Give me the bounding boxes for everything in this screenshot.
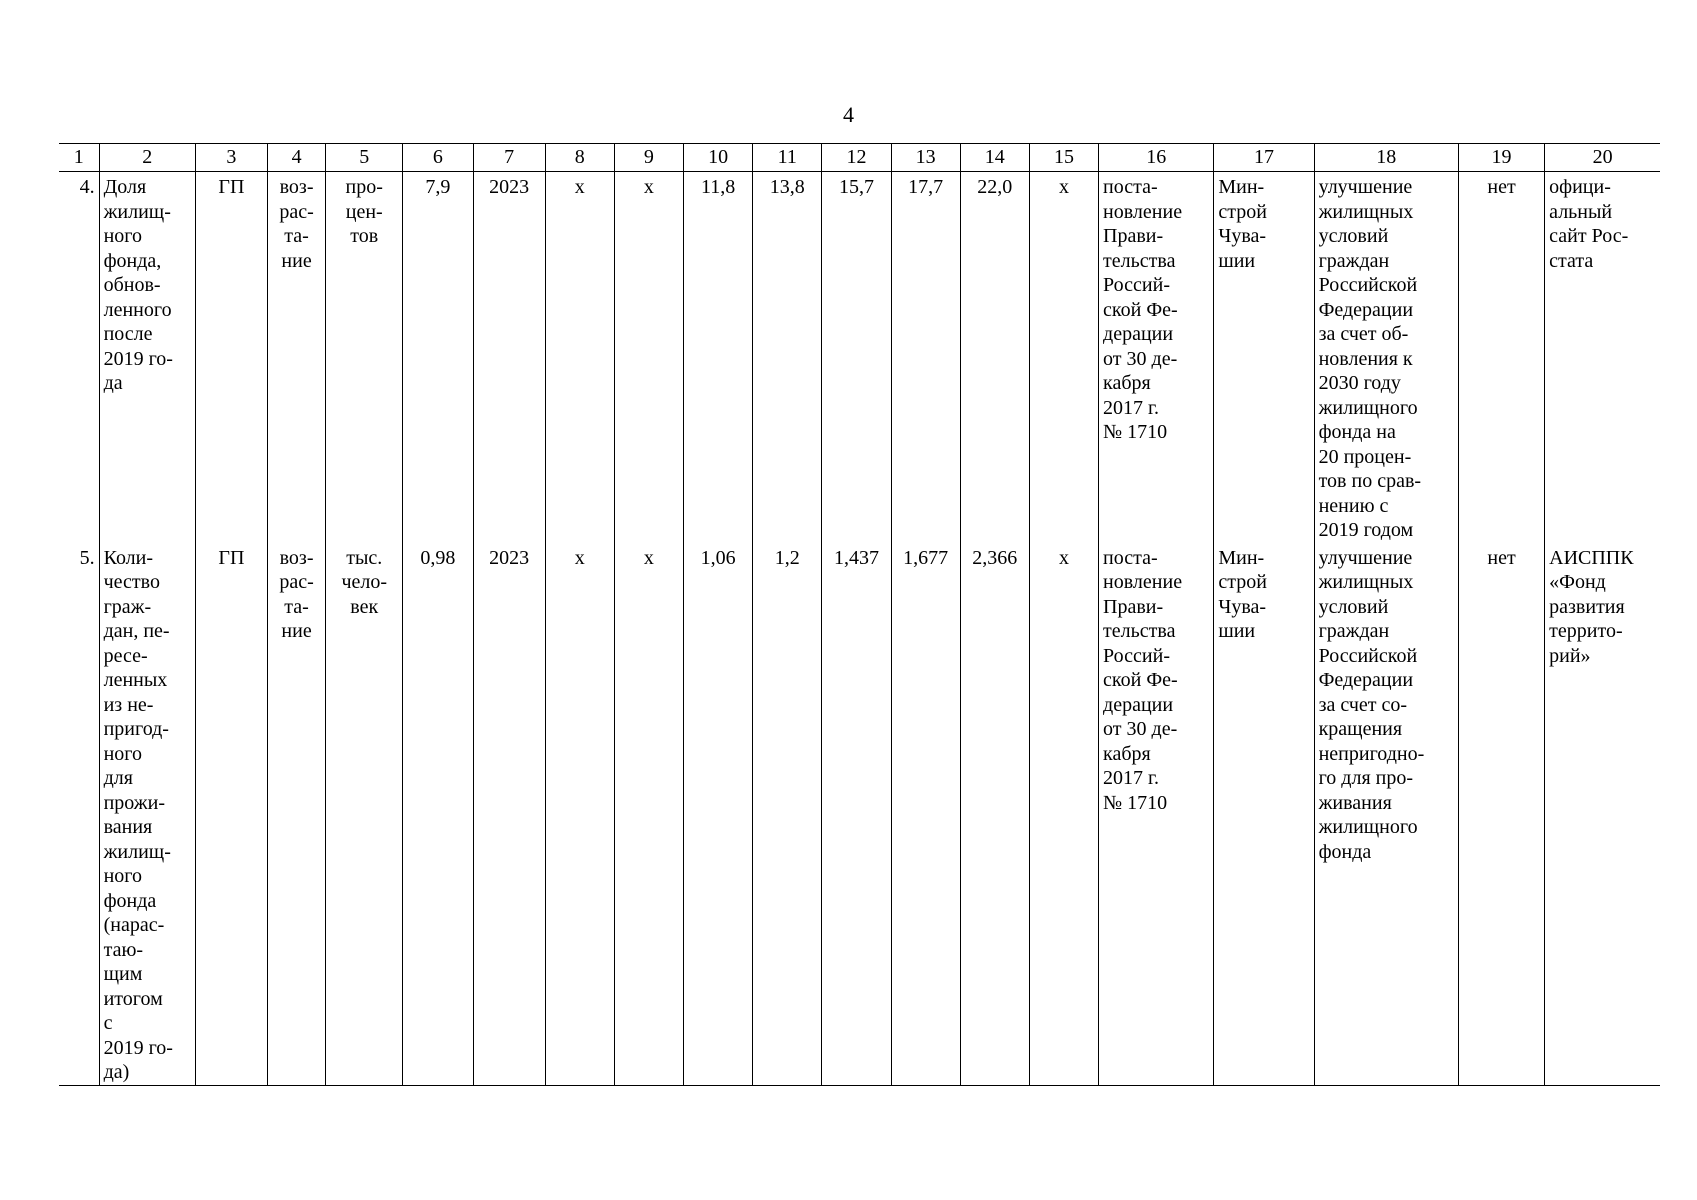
unit-of-measure: тыс. чело- век	[326, 543, 403, 1086]
column-header: 13	[891, 144, 960, 172]
column-header: 8	[545, 144, 614, 172]
responsible-body: Мин- строй Чува- шии	[1214, 172, 1314, 543]
value-cell: x	[1029, 172, 1098, 543]
column-header: 10	[684, 144, 753, 172]
indicator-level: ГП	[195, 543, 267, 1086]
value-cell: 1,677	[891, 543, 960, 1086]
column-header: 20	[1545, 144, 1660, 172]
column-header: 3	[195, 144, 267, 172]
regulatory-document: поста- новление Прави- тельства Россий- ской Фе- дерации от 30 де- кабря 2017 г. № 1710	[1099, 543, 1214, 1086]
value-cell: x	[1029, 543, 1098, 1086]
unit-of-measure: про- цен- тов	[326, 172, 403, 543]
column-header: 6	[403, 144, 473, 172]
value-cell: x	[614, 543, 683, 1086]
column-number-row	[59, 144, 1660, 172]
national-goal: улучшение жилищных условий граждан Российской Федерации за счет со- кращения непригодно- го для про- живания жилищного фонда	[1314, 543, 1458, 1086]
column-header: 4	[268, 144, 326, 172]
responsible-body: Мин- строй Чува- шии	[1214, 543, 1314, 1086]
column-header: 7	[473, 144, 545, 172]
information-source: офици- альный сайт Рос- стата	[1545, 172, 1660, 543]
indicator-level: ГП	[195, 172, 267, 543]
value-cell: нет	[1458, 172, 1544, 543]
column-header: 17	[1214, 144, 1314, 172]
column-header: 5	[326, 144, 403, 172]
indicator-name: Коли- чество граж- дан, пе- ресе- ленных из не- пригод- ного для прожи- вания жилищ- ного фонда (нарас- таю- щим итогом с 2019 го- да)	[99, 543, 195, 1086]
value-cell: x	[614, 172, 683, 543]
base-value: 7,9	[403, 172, 473, 543]
table-row	[59, 172, 1660, 543]
value-cell: 1,06	[684, 543, 753, 1086]
column-header: 14	[960, 144, 1029, 172]
table-row	[59, 543, 1660, 1086]
row-number: 5.	[59, 543, 99, 1086]
value-cell: 2,366	[960, 543, 1029, 1086]
information-source: АИСППК «Фонд развития террито- рий»	[1545, 543, 1660, 1086]
column-header: 18	[1314, 144, 1458, 172]
base-year: 2023	[473, 172, 545, 543]
column-header: 16	[1099, 144, 1214, 172]
value-cell: x	[545, 172, 614, 543]
value-cell: 1,2	[753, 543, 822, 1086]
indicator-name: Доля жилищ- ного фонда, обнов- ленного после 2019 го- да	[99, 172, 195, 543]
value-cell: 15,7	[822, 172, 891, 543]
indicator-direction: воз- рас- та- ние	[268, 172, 326, 543]
indicators-table	[59, 143, 1660, 1086]
regulatory-document: поста- новление Прави- тельства Россий- ской Фе- дерации от 30 де- кабря 2017 г. № 1710	[1099, 172, 1214, 543]
column-header: 9	[614, 144, 683, 172]
value-cell: 1,437	[822, 543, 891, 1086]
column-header: 19	[1458, 144, 1544, 172]
value-cell: 22,0	[960, 172, 1029, 543]
page-number: 4	[843, 102, 854, 127]
value-cell: 17,7	[891, 172, 960, 543]
base-value: 0,98	[403, 543, 473, 1086]
national-goal: улучшение жилищных условий граждан Российской Федерации за счет об- новления к 2030 году жилищного фонда на 20 процен- тов по срав- нению с 2019 годом	[1314, 172, 1458, 543]
value-cell: x	[545, 543, 614, 1086]
column-header: 15	[1029, 144, 1098, 172]
value-cell: 13,8	[753, 172, 822, 543]
value-cell: 11,8	[684, 172, 753, 543]
indicator-direction: воз- рас- та- ние	[268, 543, 326, 1086]
column-header: 1	[59, 144, 99, 172]
row-number: 4.	[59, 172, 99, 543]
base-year: 2023	[473, 543, 545, 1086]
column-header: 12	[822, 144, 891, 172]
column-header: 11	[753, 144, 822, 172]
column-header: 2	[99, 144, 195, 172]
value-cell: нет	[1458, 543, 1544, 1086]
